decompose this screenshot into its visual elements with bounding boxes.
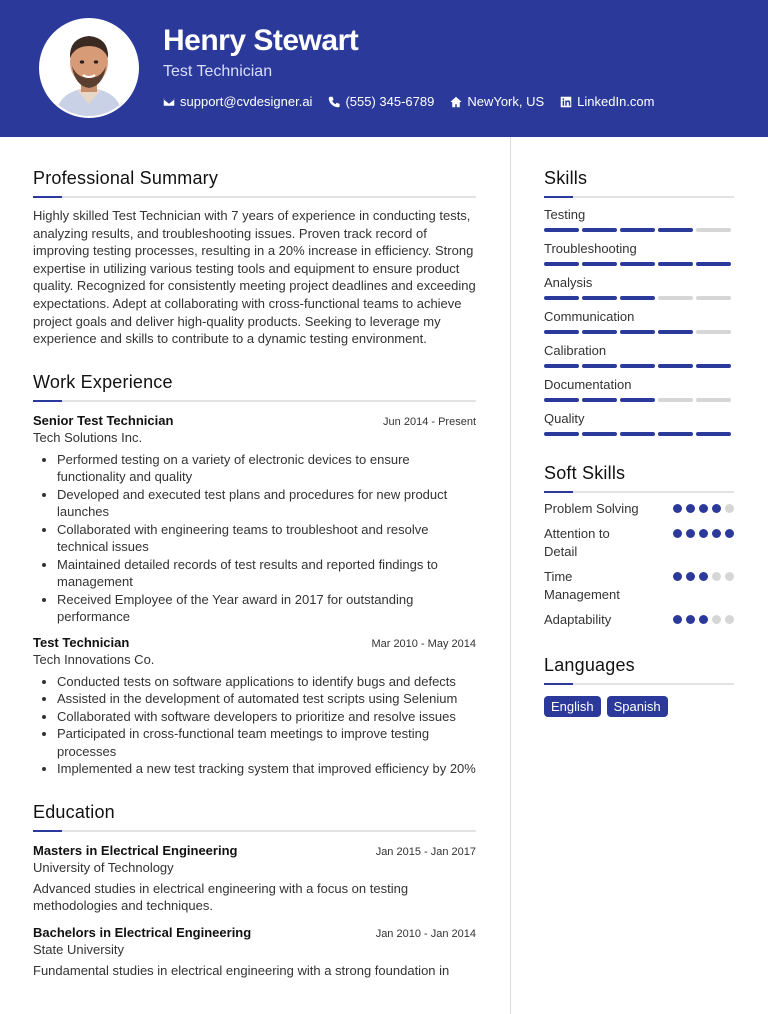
rating-dot-filled xyxy=(712,504,721,513)
job-role: Senior Test Technician xyxy=(33,412,174,428)
soft-skill-item xyxy=(544,500,734,518)
rating-dot-filled xyxy=(686,504,695,513)
contact-location-text: NewYork, US xyxy=(467,94,545,109)
education-description: Advanced studies in electrical engineering with a focus on testing methodologies and techniques. xyxy=(33,880,409,914)
degree-name: Bachelors in Electrical Engineering xyxy=(33,924,252,940)
soft-skill-name: Adaptability xyxy=(544,612,612,627)
skill-segment-filled xyxy=(696,262,731,266)
section-rule xyxy=(33,830,476,832)
skill-segment-filled xyxy=(620,432,655,436)
rating-dot-filled xyxy=(673,504,682,513)
language-tag: English xyxy=(544,696,601,717)
skill-name: Analysis xyxy=(544,275,593,290)
skill-segment-filled xyxy=(582,296,617,300)
education-section xyxy=(33,802,476,980)
contact-email[interactable] xyxy=(163,94,312,109)
skills-section xyxy=(544,168,734,436)
skill-name: Communication xyxy=(544,309,635,324)
skill-level-bar xyxy=(544,330,734,334)
soft-skill-rating xyxy=(673,504,734,513)
skill-item xyxy=(544,275,734,300)
section-title: Education xyxy=(33,801,115,822)
soft-skill-rating xyxy=(673,572,734,581)
envelope-icon xyxy=(163,96,175,108)
skill-segment-filled xyxy=(544,296,579,300)
candidate-name: Henry Stewart xyxy=(163,24,359,57)
list-item: • Received Employee of the Year award in 2017 for outstanding performance xyxy=(57,591,476,626)
skill-segment-filled xyxy=(620,364,655,368)
school-name: State University xyxy=(33,941,125,957)
rating-dot-filled xyxy=(673,572,682,581)
language-tag: Spanish xyxy=(607,696,668,717)
skill-level-bar xyxy=(544,228,734,232)
education-dates: Jan 2015 - Jan 2017 xyxy=(375,845,476,858)
skill-segment-filled xyxy=(582,330,617,334)
skill-segment-filled xyxy=(582,364,617,368)
skill-level-bar xyxy=(544,262,734,266)
skill-item xyxy=(544,309,734,334)
rating-dot-filled xyxy=(686,529,695,538)
rating-dot-empty xyxy=(712,572,721,581)
list-item: • Performed testing on a variety of electronic devices to ensure functionality and quality xyxy=(57,451,476,486)
soft-skill-item xyxy=(544,611,734,629)
skill-segment-filled xyxy=(658,432,693,436)
skill-item xyxy=(544,343,734,368)
section-rule xyxy=(544,683,734,685)
skill-level-bar xyxy=(544,296,734,300)
soft-skill-name: Problem Solving xyxy=(544,501,639,516)
list-item: • Implemented a new test tracking system that improved efficiency by 20% xyxy=(57,760,476,778)
skill-name: Calibration xyxy=(544,343,607,358)
professional-summary-section xyxy=(33,168,476,348)
skill-segment-filled xyxy=(544,330,579,334)
rating-dot-empty xyxy=(725,615,734,624)
skill-segment-filled xyxy=(658,262,693,266)
contact-email-text: support@cvdesigner.ai xyxy=(180,94,313,109)
rating-dot-filled xyxy=(673,615,682,624)
language-tags xyxy=(544,696,734,717)
soft-skill-item xyxy=(544,525,734,561)
candidate-title: Test Technician xyxy=(163,63,273,80)
section-title: Professional Summary xyxy=(33,168,219,188)
job-bullets xyxy=(33,451,476,626)
rating-dot-empty xyxy=(725,572,734,581)
soft-skills-list xyxy=(544,500,734,629)
skill-segment-filled xyxy=(544,398,579,402)
rating-dot-filled xyxy=(699,572,708,581)
rating-dot-filled xyxy=(699,504,708,513)
skill-segment-filled xyxy=(582,432,617,436)
list-item: • Collaborated with software developers to prioritize and resolve issues xyxy=(57,708,476,726)
rating-dot-filled xyxy=(725,529,734,538)
skill-name: Troubleshooting xyxy=(544,241,637,256)
skill-segment-filled xyxy=(582,262,617,266)
degree-name: Masters in Electrical Engineering xyxy=(33,842,238,858)
section-title: Skills xyxy=(544,168,588,188)
education-description: Fundamental studies in electrical engineering with a strong foundation in xyxy=(33,962,450,978)
skill-segment-empty xyxy=(696,228,731,232)
skill-segment-filled xyxy=(582,228,617,232)
job-entry xyxy=(33,635,476,778)
soft-skills-section xyxy=(544,463,734,629)
list-item: • Maintained detailed records of test results and reported findings to management xyxy=(57,556,476,591)
skill-segment-filled xyxy=(544,364,579,368)
summary-text: Highly skilled Test Technician with 7 years of experience in conducting tests, analyzing results, and troubleshooting issues. Proven track record of improving testing processes, resulting in a 20% increase in efficiency. Strong expertise in utilizing various testing tools and equipment to ensure product quality. Recognized for consistently meeting project deadlines and exceeding expectations. Adept at collaborating with cross-functional teams to achieve project goals and deliver high-quality products. Seeking to leverage my experience and skills to contribute to a dynamic testing environment. xyxy=(33,208,476,347)
skill-segment-filled xyxy=(658,330,693,334)
job-company: Tech Innovations Co. xyxy=(33,651,155,667)
header-banner xyxy=(0,0,768,137)
contact-linkedin-text: LinkedIn.com xyxy=(577,94,655,109)
section-rule xyxy=(33,196,476,198)
contact-list xyxy=(163,94,655,109)
languages-section xyxy=(544,655,734,717)
profile-photo xyxy=(41,20,137,116)
education-entry xyxy=(33,843,476,915)
sidebar-column xyxy=(544,168,734,717)
skill-segment-filled xyxy=(696,364,731,368)
skill-segment-filled xyxy=(696,432,731,436)
rating-dot-empty xyxy=(725,504,734,513)
rating-dot-filled xyxy=(686,572,695,581)
skill-segment-filled xyxy=(658,364,693,368)
skill-segment-empty xyxy=(658,296,693,300)
skill-item xyxy=(544,377,734,402)
skill-segment-filled xyxy=(658,228,693,232)
rating-dot-filled xyxy=(673,529,682,538)
job-company: Tech Solutions Inc. xyxy=(33,429,143,445)
rating-dot-filled xyxy=(699,529,708,538)
phone-icon xyxy=(328,96,340,108)
section-title: Soft Skills xyxy=(544,463,626,483)
skill-level-bar xyxy=(544,364,734,368)
skill-segment-filled xyxy=(620,330,655,334)
section-title: Languages xyxy=(544,655,635,675)
rating-dot-filled xyxy=(686,615,695,624)
linkedin-icon xyxy=(560,96,572,108)
list-item: • Assisted in the development of automated test scripts using Selenium xyxy=(57,690,476,708)
job-entry xyxy=(33,413,476,626)
skill-name: Quality xyxy=(544,411,585,426)
work-experience-section xyxy=(33,372,476,778)
skill-name: Testing xyxy=(544,207,586,222)
soft-skill-name: Time Management xyxy=(544,569,620,602)
soft-skill-name: Attention to Detail xyxy=(544,526,610,559)
rating-dot-empty xyxy=(712,615,721,624)
skill-item xyxy=(544,411,734,436)
contact-phone-text: (555) 345-6789 xyxy=(345,94,435,109)
school-name: University of Technology xyxy=(33,859,174,875)
skill-segment-empty xyxy=(658,398,693,402)
main-column xyxy=(33,168,476,979)
home-icon xyxy=(450,96,462,108)
skill-segment-filled xyxy=(620,228,655,232)
rating-dot-filled xyxy=(712,529,721,538)
skill-segment-empty xyxy=(696,296,731,300)
list-item: • Collaborated with engineering teams to troubleshoot and resolve technical issues xyxy=(57,521,476,556)
skill-segment-filled xyxy=(620,296,655,300)
list-item: • Conducted tests on software applications to identify bugs and defects xyxy=(57,673,476,691)
rating-dot-filled xyxy=(699,615,708,624)
job-bullets xyxy=(33,673,476,778)
education-entry xyxy=(33,925,476,980)
soft-skill-item xyxy=(544,568,734,604)
skill-item xyxy=(544,207,734,232)
section-title: Work Experience xyxy=(33,371,173,392)
contact-linkedin[interactable] xyxy=(560,94,654,109)
soft-skill-rating xyxy=(673,615,734,624)
skills-list xyxy=(544,207,734,436)
job-role: Test Technician xyxy=(33,634,130,650)
skill-item xyxy=(544,241,734,266)
skill-segment-filled xyxy=(620,398,655,402)
section-rule xyxy=(544,491,734,493)
skill-level-bar xyxy=(544,398,734,402)
skill-name: Documentation xyxy=(544,377,632,392)
avatar xyxy=(39,18,139,118)
column-divider xyxy=(510,137,511,1014)
skill-segment-empty xyxy=(696,330,731,334)
list-item: • Participated in cross-functional team meetings to improve testing processes xyxy=(57,725,476,760)
job-dates: Jun 2014 - Present xyxy=(383,415,476,428)
skill-segment-filled xyxy=(544,228,579,232)
skill-segment-empty xyxy=(696,398,731,402)
list-item: • Developed and executed test plans and procedures for new product launches xyxy=(57,486,476,521)
skill-segment-filled xyxy=(620,262,655,266)
skill-segment-filled xyxy=(544,262,579,266)
section-rule xyxy=(33,400,476,402)
skill-segment-filled xyxy=(544,432,579,436)
skill-level-bar xyxy=(544,432,734,436)
contact-location xyxy=(450,94,544,109)
soft-skill-rating xyxy=(673,529,734,538)
education-dates: Jan 2010 - Jan 2014 xyxy=(375,927,476,940)
job-dates: Mar 2010 - May 2014 xyxy=(371,637,476,650)
contact-phone[interactable] xyxy=(328,94,434,109)
section-rule xyxy=(544,196,734,198)
skill-segment-filled xyxy=(582,398,617,402)
